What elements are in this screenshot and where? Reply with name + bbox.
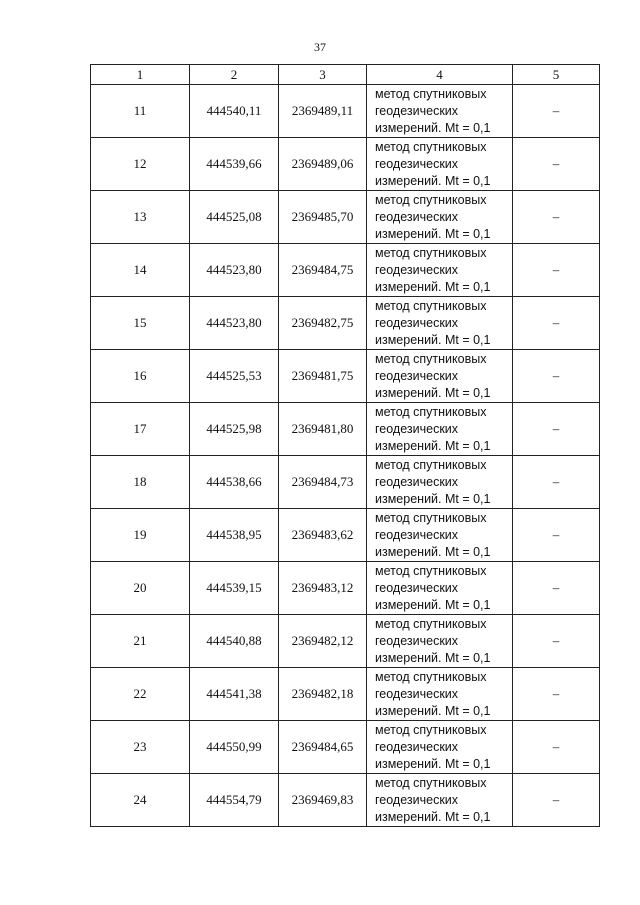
coordinate-y-cell: 2369489,11 [279, 85, 367, 138]
table-row [91, 509, 600, 562]
coordinate-x-cell: 444523,80 [190, 244, 279, 297]
method-line: метод спутниковых [375, 298, 487, 313]
coordinate-x-cell: 444540,88 [190, 615, 279, 668]
note-cell: – [513, 85, 600, 138]
method-line: метод спутниковых [375, 139, 487, 154]
note-cell: – [513, 721, 600, 774]
point-number-cell: 20 [91, 562, 190, 615]
coordinate-y-cell: 2369469,83 [279, 774, 367, 827]
method-cell [367, 562, 513, 615]
coordinate-x-cell: 444539,15 [190, 562, 279, 615]
point-number-cell: 21 [91, 615, 190, 668]
method-line: геодезических [375, 262, 459, 277]
point-number-cell: 11 [91, 85, 190, 138]
coordinate-x-cell: 444538,66 [190, 456, 279, 509]
method-cell [367, 774, 513, 827]
coordinate-x-cell: 444525,53 [190, 350, 279, 403]
note-cell: – [513, 668, 600, 721]
method-line: измерений. Mt = 0,1 [375, 279, 491, 294]
method-line: измерений. Mt = 0,1 [375, 703, 491, 718]
point-number-cell: 15 [91, 297, 190, 350]
table-row [91, 615, 600, 668]
table-row [91, 403, 600, 456]
method-line: измерений. Mt = 0,1 [375, 756, 491, 771]
note-cell: – [513, 350, 600, 403]
method-line: измерений. Mt = 0,1 [375, 332, 491, 347]
method-cell [367, 350, 513, 403]
column-header: 2 [190, 65, 279, 85]
coordinate-y-cell: 2369485,70 [279, 191, 367, 244]
method-line: метод спутниковых [375, 192, 487, 207]
method-line: геодезических [375, 474, 459, 489]
method-cell [367, 403, 513, 456]
table-row [91, 297, 600, 350]
point-number-cell: 19 [91, 509, 190, 562]
coordinate-y-cell: 2369484,73 [279, 456, 367, 509]
method-line: метод спутниковых [375, 616, 487, 631]
method-line: геодезических [375, 686, 459, 701]
coordinate-y-cell: 2369484,75 [279, 244, 367, 297]
coordinate-y-cell: 2369482,12 [279, 615, 367, 668]
method-line: измерений. Mt = 0,1 [375, 226, 491, 241]
coordinates-table [90, 64, 600, 827]
table-row [91, 85, 600, 138]
method-line: геодезических [375, 156, 459, 171]
table-row [91, 668, 600, 721]
point-number-cell: 16 [91, 350, 190, 403]
method-cell [367, 297, 513, 350]
point-number-cell: 22 [91, 668, 190, 721]
note-cell: – [513, 297, 600, 350]
method-line: геодезических [375, 633, 459, 648]
method-line: измерений. Mt = 0,1 [375, 650, 491, 665]
point-number-cell: 13 [91, 191, 190, 244]
table-row [91, 721, 600, 774]
method-line: метод спутниковых [375, 722, 487, 737]
point-number-cell: 18 [91, 456, 190, 509]
method-line: метод спутниковых [375, 404, 487, 419]
column-header: 5 [513, 65, 600, 85]
method-line: измерений. Mt = 0,1 [375, 597, 491, 612]
method-line: геодезических [375, 103, 459, 118]
method-line: измерений. Mt = 0,1 [375, 173, 491, 188]
table-row [91, 456, 600, 509]
method-cell [367, 668, 513, 721]
method-cell [367, 615, 513, 668]
column-header: 1 [91, 65, 190, 85]
coordinate-y-cell: 2369483,62 [279, 509, 367, 562]
page-number: 37 [314, 40, 326, 54]
method-cell [367, 138, 513, 191]
method-line: метод спутниковых [375, 563, 487, 578]
method-line: измерений. Mt = 0,1 [375, 385, 491, 400]
method-line: геодезических [375, 739, 459, 754]
method-line: измерений. Mt = 0,1 [375, 491, 491, 506]
method-line: метод спутниковых [375, 351, 487, 366]
coordinate-x-cell: 444539,66 [190, 138, 279, 191]
method-cell [367, 85, 513, 138]
method-cell [367, 244, 513, 297]
method-line: измерений. Mt = 0,1 [375, 438, 491, 453]
note-cell: – [513, 138, 600, 191]
coordinate-x-cell: 444554,79 [190, 774, 279, 827]
coordinate-x-cell: 444525,08 [190, 191, 279, 244]
coordinate-x-cell: 444523,80 [190, 297, 279, 350]
note-cell: – [513, 615, 600, 668]
method-line: измерений. Mt = 0,1 [375, 809, 491, 824]
note-cell: – [513, 456, 600, 509]
method-line: геодезических [375, 315, 459, 330]
coordinate-y-cell: 2369481,75 [279, 350, 367, 403]
method-line: метод спутниковых [375, 669, 487, 684]
table-header-row [91, 65, 600, 85]
note-cell: – [513, 191, 600, 244]
table-row [91, 191, 600, 244]
note-cell: – [513, 562, 600, 615]
coordinate-y-cell: 2369484,65 [279, 721, 367, 774]
method-line: метод спутниковых [375, 775, 487, 790]
note-cell: – [513, 774, 600, 827]
coordinate-y-cell: 2369482,75 [279, 297, 367, 350]
coordinate-y-cell: 2369489,06 [279, 138, 367, 191]
point-number-cell: 14 [91, 244, 190, 297]
table-row [91, 774, 600, 827]
point-number-cell: 24 [91, 774, 190, 827]
method-line: измерений. Mt = 0,1 [375, 120, 491, 135]
method-line: метод спутниковых [375, 510, 487, 525]
method-cell [367, 509, 513, 562]
method-line: геодезических [375, 421, 459, 436]
method-line: метод спутниковых [375, 457, 487, 472]
method-line: метод спутниковых [375, 86, 487, 101]
table-row [91, 350, 600, 403]
method-line: геодезических [375, 209, 459, 224]
point-number-cell: 12 [91, 138, 190, 191]
table-row [91, 138, 600, 191]
method-line: метод спутниковых [375, 245, 487, 260]
method-line: геодезических [375, 792, 459, 807]
coordinate-x-cell: 444525,98 [190, 403, 279, 456]
table-row [91, 562, 600, 615]
coordinate-x-cell: 444541,38 [190, 668, 279, 721]
note-cell: – [513, 403, 600, 456]
method-line: геодезических [375, 368, 459, 383]
method-line: измерений. Mt = 0,1 [375, 544, 491, 559]
note-cell: – [513, 509, 600, 562]
point-number-cell: 17 [91, 403, 190, 456]
coordinate-y-cell: 2369483,12 [279, 562, 367, 615]
coordinate-y-cell: 2369482,18 [279, 668, 367, 721]
column-header: 4 [367, 65, 513, 85]
column-header: 3 [279, 65, 367, 85]
method-line: геодезических [375, 527, 459, 542]
coordinate-x-cell: 444540,11 [190, 85, 279, 138]
method-cell [367, 456, 513, 509]
coordinate-x-cell: 444538,95 [190, 509, 279, 562]
coordinate-x-cell: 444550,99 [190, 721, 279, 774]
note-cell: – [513, 244, 600, 297]
method-line: геодезических [375, 580, 459, 595]
coordinate-y-cell: 2369481,80 [279, 403, 367, 456]
point-number-cell: 23 [91, 721, 190, 774]
method-cell [367, 191, 513, 244]
method-cell [367, 721, 513, 774]
table-row [91, 244, 600, 297]
